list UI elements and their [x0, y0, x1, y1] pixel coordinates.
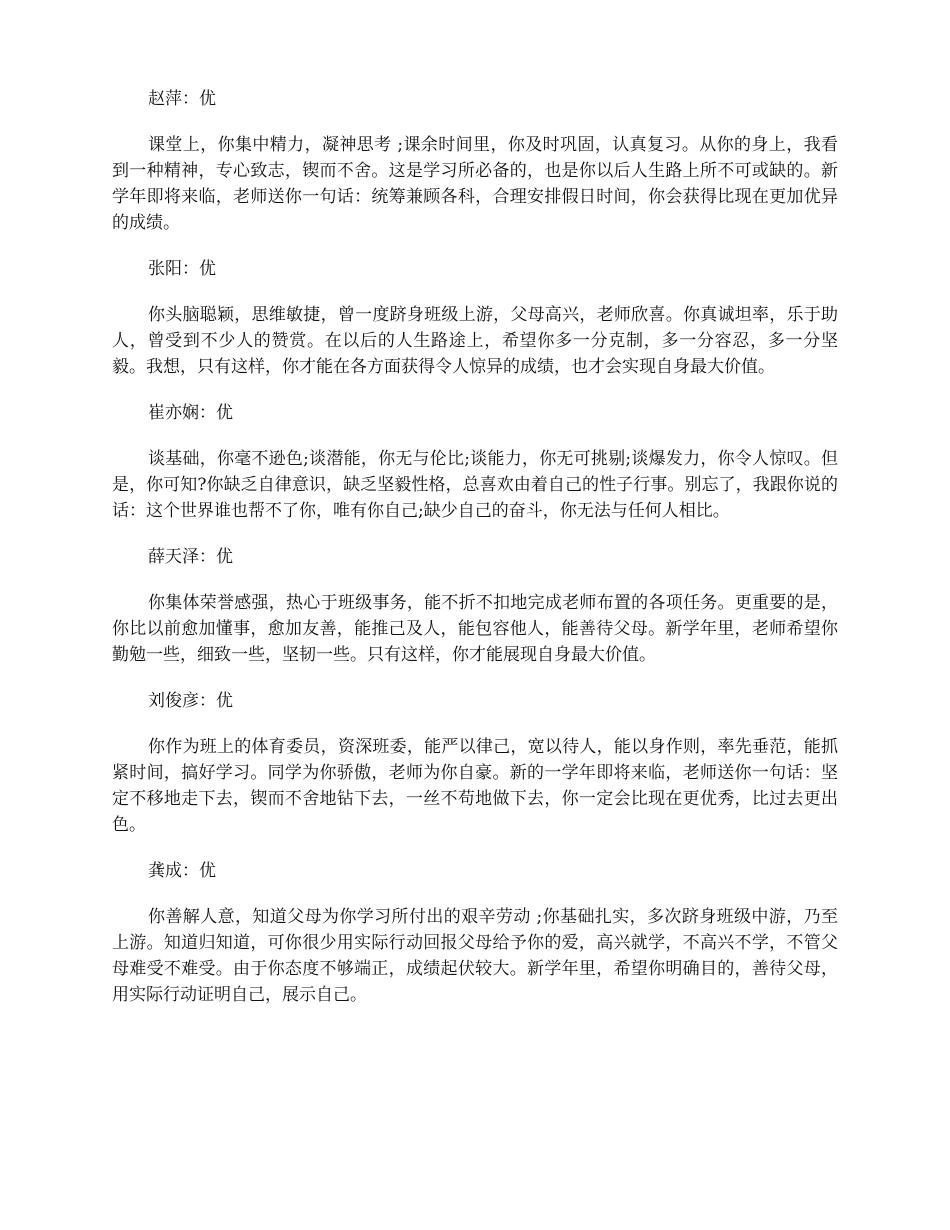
- student-name: 张阳: [148, 259, 182, 279]
- student-grade: 优: [216, 547, 233, 567]
- student-heading: [112, 688, 838, 714]
- teacher-comment: 课堂上，你集中精力，凝神思考 ;课余时间里，你及时巩固，认真复习。从你的身上，我看到一种精神，专心致志，锲而不舍。这是学习所必备的，也是你以后人生路上所不可或缺的。新学年即将来临，老师送你一句话：统筹兼顾各科，合理安排假日时间，你会获得比现在更加优异的成绩。: [112, 135, 838, 233]
- student-entry: [112, 86, 838, 236]
- student-grade: 优: [199, 861, 216, 881]
- student-grade: 优: [199, 89, 216, 109]
- student-grade: 优: [216, 691, 233, 711]
- student-grade: 优: [216, 403, 233, 423]
- student-entry: [112, 256, 838, 380]
- student-name: 刘俊彦: [148, 691, 199, 711]
- student-name: 赵萍: [148, 89, 182, 109]
- student-name: 薛天泽: [148, 547, 199, 567]
- student-entry: [112, 688, 838, 838]
- student-entry: [112, 400, 838, 524]
- grade-separator: ：: [182, 259, 199, 279]
- teacher-comment: 你善解人意，知道父母为你学习所付出的艰辛劳动 ;你基础扎实，多次跻身班级中游，乃至上游。知道归知道，可你很少用实际行动回报父母给予你的爱，高兴就学，不高兴不学，不管父母难受不难受。由于你态度不够端正，成绩起伏较大。新学年里，希望你明确目的，善待父母，用实际行动证明自己，展示自己。: [112, 907, 838, 1005]
- grade-separator: ：: [199, 691, 216, 711]
- document-body: [112, 86, 838, 1028]
- teacher-comment: 你作为班上的体育委员，资深班委，能严以律己，宽以待人，能以身作则，率先垂范，能抓紧时间，搞好学习。同学为你骄傲，老师为你自豪。新的一学年即将来临，老师送你一句话：坚定不移地走下去，锲而不舍地钻下去，一丝不苟地做下去，你一定会比现在更优秀，比过去更出色。: [112, 737, 838, 835]
- teacher-comment: 谈基础，你毫不逊色;谈潜能，你无与伦比;谈能力，你无可挑剔;谈爆发力，你令人惊叹。但是，你可知?你缺乏自律意识，缺乏坚毅性格，总喜欢由着自己的性子行事。别忘了，我跟你说的话：这个世界谁也帮不了你，唯有你自己;缺少自己的奋斗，你无法与任何人相比。: [112, 449, 838, 521]
- student-heading: [112, 544, 838, 570]
- grade-separator: ：: [182, 89, 199, 109]
- student-name: 龚成: [148, 861, 182, 881]
- grade-separator: ：: [199, 403, 216, 423]
- student-entry: [112, 858, 838, 1008]
- grade-separator: ：: [199, 547, 216, 567]
- student-grade: 优: [199, 259, 216, 279]
- student-entry: [112, 544, 838, 668]
- student-heading: [112, 400, 838, 426]
- grade-separator: ：: [182, 861, 199, 881]
- student-name: 崔亦娴: [148, 403, 199, 423]
- teacher-comment: 你头脑聪颖，思维敏捷，曾一度跻身班级上游，父母高兴，老师欣喜。你真诚坦率，乐于助人，曾受到不少人的赞赏。在以后的人生路途上，希望你多一分克制，多一分容忍，多一分坚毅。我想，只有这样，你才能在各方面获得令人惊异的成绩，也才会实现自身最大价值。: [112, 305, 838, 377]
- student-heading: [112, 256, 838, 282]
- student-heading: [112, 86, 838, 112]
- student-heading: [112, 858, 838, 884]
- teacher-comment: 你集体荣誉感强，热心于班级事务，能不折不扣地完成老师布置的各项任务。更重要的是，你比以前愈加懂事，愈加友善，能推己及人，能包容他人，能善待父母。新学年里，老师希望你勤勉一些，细致一些，坚韧一些。只有这样，你才能展现自身最大价值。: [112, 593, 838, 665]
